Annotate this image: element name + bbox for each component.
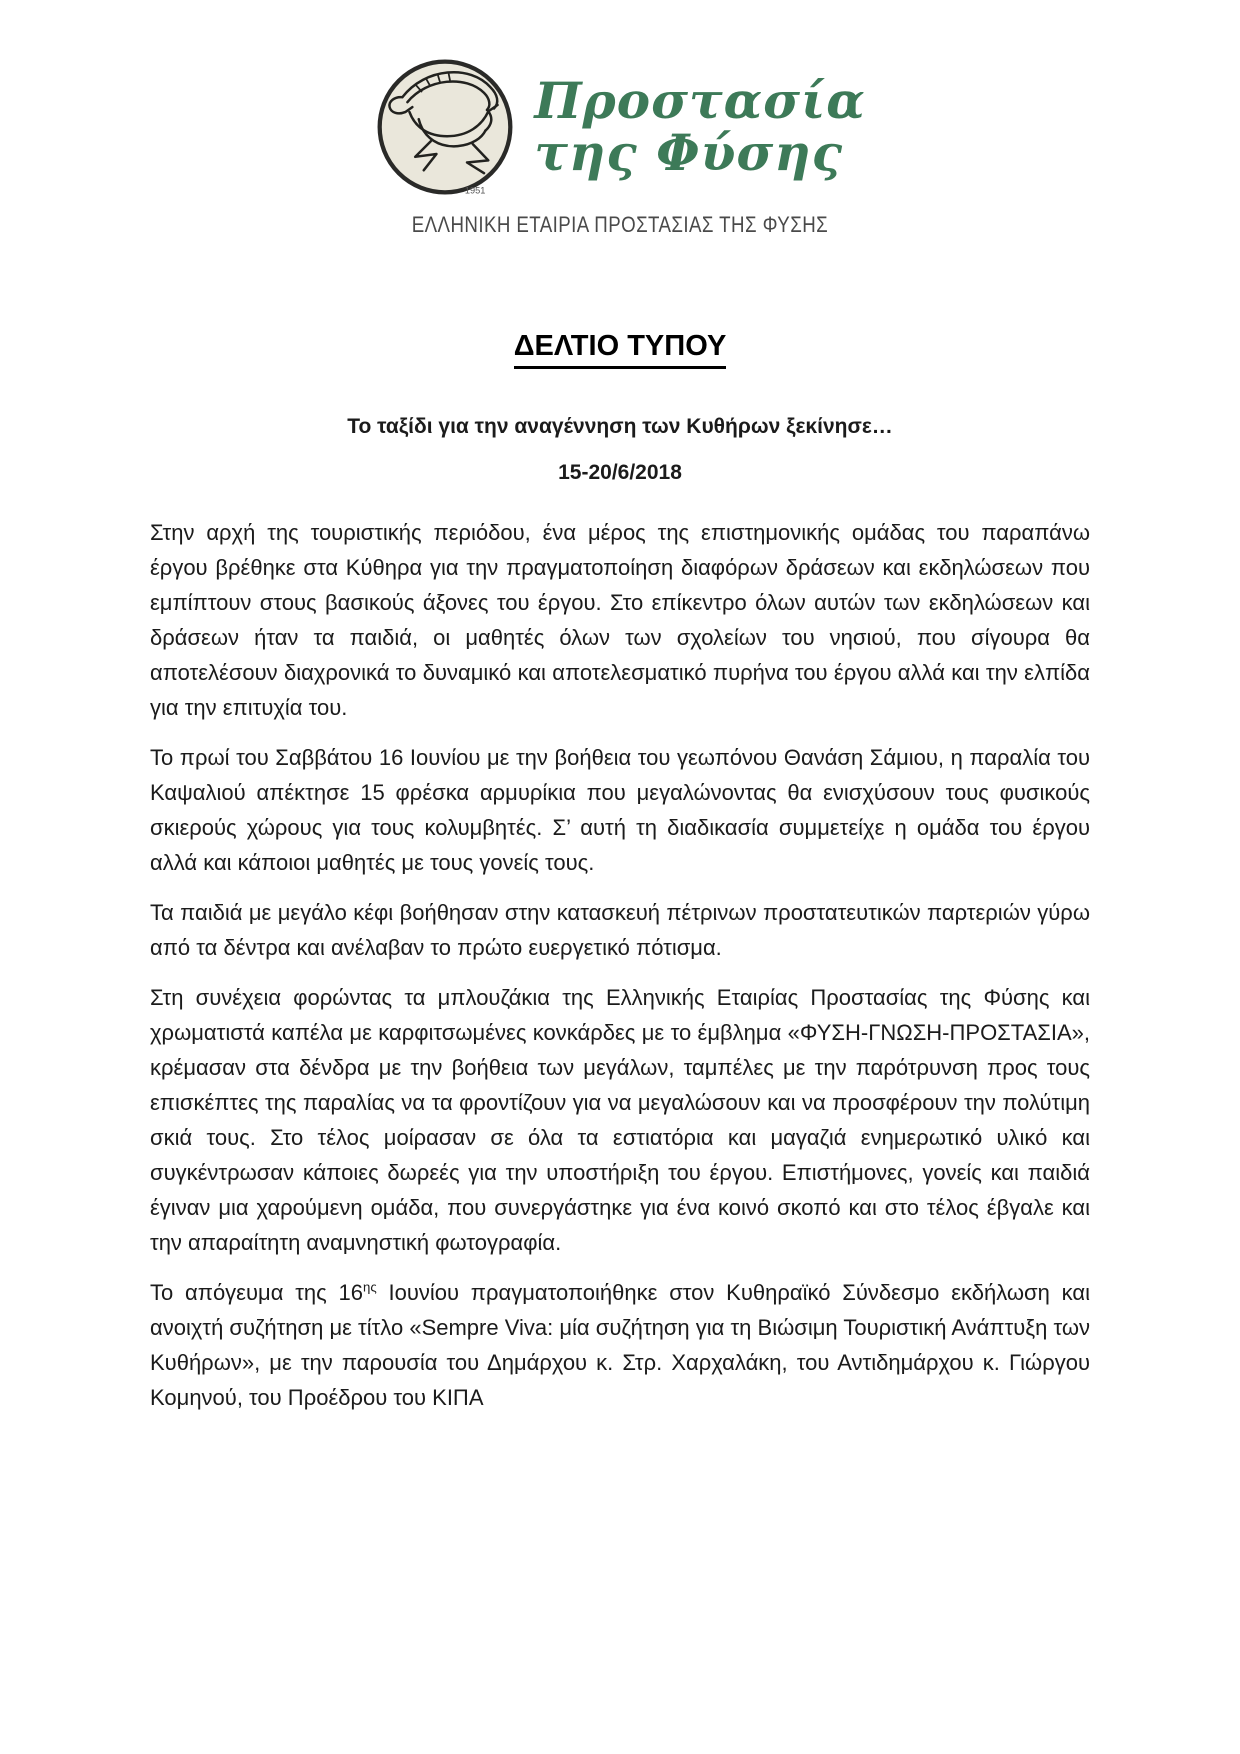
paragraph-2: Το πρωί του Σαββάτου 16 Ιουνίου με την βοήθεια του γεωπόνου Θανάση Σάμιου, η παραλία του Καψαλιού απέκτησε 15 φρέσκα αρμυρίκια που μεγαλώνοντας θα ενισχύσουν τους φυσικούς σκιερούς χώρους για τους κολυμβητές. Σ’ αυτή τη διαδικασία συμμετείχε η ομάδα του έργου αλλά και κάποιοι μαθητές με τους γονείς τους. [150,745,1090,875]
ibex-medallion-icon [374,56,516,198]
paragraph-4: Στη συνέχεια φορώντας τα μπλουζάκια της Ελληνικής Εταιρίας Προστασίας της Φύσης και χρωματιστά καπέλα με καρφιτσωμένες κονκάρδες με το έμβλημα «ΦΥΣΗ-ΓΝΩΣΗ-ΠΡΟΣΤΑΣΙΑ», κρέμασαν στα δένδρα με την βοήθεια των μεγάλων, ταμπέλες με την παρότρυνση προς τους επισκέπτες της παραλίας να τα φροντίζουν για να μεγαλώσουν και να προσφέρουν την πολύτιμη σκιά τους. Στο τέλος μοίρασαν σε όλα τα εστιατόρια και μαγαζιά ενημερωτικό υλικό και συγκέντρωσαν κάποιες δωρεές για την υποστήριξη του έργου. Επιστήμονες, γονείς και παιδιά έγιναν μια χαρούμενη ομάδα, που συνεργάστηκε για ένα κοινό σκοπό και στο τέλος έβγαλε και την απαραίτητη αναμνηστική φωτογραφία. [150,985,1090,1255]
logo-year: 1951 [465,185,486,196]
paragraph-1: Στην αρχή της τουριστικής περιόδου, ένα μέρος της επιστημονικής ομάδας του παραπάνω έργου βρέθηκε στα Κύθηρα για την πραγματοποίηση διαφόρων δράσεων και εκδηλώσεων που εμπίπτουν στους βασικούς άξονες του έργου. Στο επίκεντρο όλων αυτών των εκδηλώσεων και δράσεων ήταν τα παιδιά, οι μαθητές όλων των σχολείων του νησιού, που σίγουρα θα αποτελέσουν διαχρονικά το δυναμικό και αποτελεσματικό πυρήνα του έργου αλλά και την ελπίδα για την επιτυχία του. [150,520,1090,720]
document-subtitle: Το ταξίδι για την αναγέννηση των Κυθήρων ξεκίνησε… [347,415,893,438]
paragraph-3: Τα παιδιά με μεγάλο κέφι βοήθησαν στην κατασκευή πέτρινων προστατευτικών παρτεριών γύρω από τα δέντρα και ανέλαβαν το πρώτο ευεργετικό πότισμα. [150,900,1090,960]
page-title [150,330,1090,369]
org-wordmark [534,71,866,182]
paragraph-5-prefix: Το απόγευμα της 16 [150,1280,363,1305]
paragraph-5 [150,1275,1090,1415]
paragraph-5-ordinal-superscript: ης [362,1279,377,1295]
paragraph-5-suffix: Ιουνίου πραγματοποιήθηκε στον Κυθηραϊκό Σύνδεσμο εκδήλωση και ανοιχτή συζήτηση με τίτλο «Sempre Viva: μία συζήτηση για τη Βιώσιμη Τουριστική Ανάπτυξη των Κυθήρων», με την παρουσία του Δημάρχου κ. Στρ. Χαρχαλάκη, του Αντιδημάρχου κ. Γιώργου Κομηνού, του Προέδρου του ΚΙΠΑ [150,1280,1090,1410]
org-caption [0,212,1240,238]
org-wordmark-line1: Προστασία [534,71,866,130]
document-body [150,330,1090,1415]
document-date: 15-20/6/2018 [558,461,682,484]
org-wordmark-line2: της Φύσης [534,123,844,182]
page-title-text: ΔΕΛΤΙΟ ΤΥΠΟΥ [514,330,727,369]
org-caption-text: ΕΛΛΗΝΙΚΗ ΕΤΑΙΡΙΑ ΠΡΟΣΤΑΣΙΑΣ ΤΗΣ ΦΥΣΗΣ [411,212,829,237]
org-logo-block [0,56,1240,198]
